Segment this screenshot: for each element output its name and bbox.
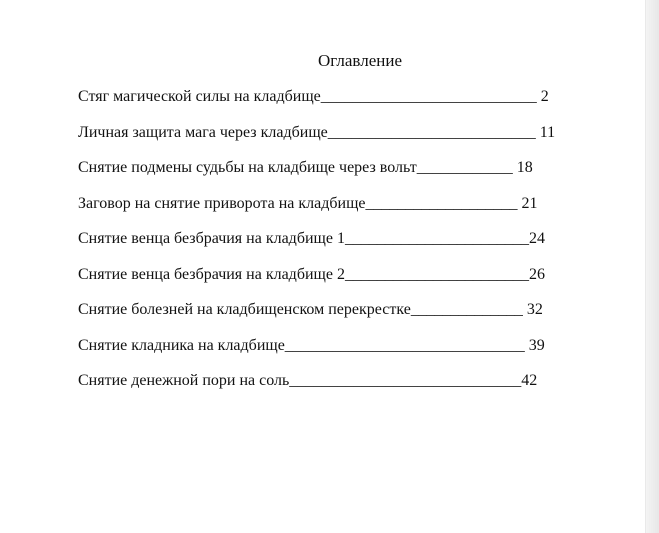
toc-list bbox=[78, 86, 555, 406]
toc-title: Оглавление bbox=[318, 51, 402, 70]
toc-entry bbox=[78, 335, 555, 371]
toc-entry-text: Личная защита мага через кладбище__________________________ 11 bbox=[78, 123, 556, 141]
toc-entry-text: Снятие венца безбрачия на кладбище 2_______________________26 bbox=[78, 265, 545, 283]
toc-entry bbox=[78, 86, 555, 122]
toc-entry-text: Снятие подмены судьбы на кладбище через вольт____________ 18 bbox=[78, 159, 533, 176]
toc-entry-text: Снятие болезней на кладбищенском перекрестке______________ 32 bbox=[78, 301, 543, 318]
page-edge bbox=[645, 0, 659, 533]
toc-entry-text: Снятие кладника на кладбище______________________________ 39 bbox=[78, 336, 545, 354]
toc-entry-text: Снятие венца безбрачия на кладбище 1_______________________24 bbox=[78, 230, 545, 247]
toc-entry bbox=[78, 157, 555, 193]
toc-entry-text: Стяг магической силы на кладбище___________________________ 2 bbox=[78, 88, 549, 105]
toc-entry bbox=[78, 193, 555, 229]
toc-entry bbox=[78, 299, 555, 335]
toc-entry-text: Снятие денежной пори на соль_____________________________42 bbox=[78, 372, 538, 389]
toc-entry-text: Заговор на снятие приворота на кладбище___________________ 21 bbox=[78, 194, 538, 212]
toc-entry bbox=[78, 370, 555, 406]
toc-entry bbox=[78, 228, 555, 264]
toc-entry bbox=[78, 122, 555, 158]
toc-entry bbox=[78, 264, 555, 300]
